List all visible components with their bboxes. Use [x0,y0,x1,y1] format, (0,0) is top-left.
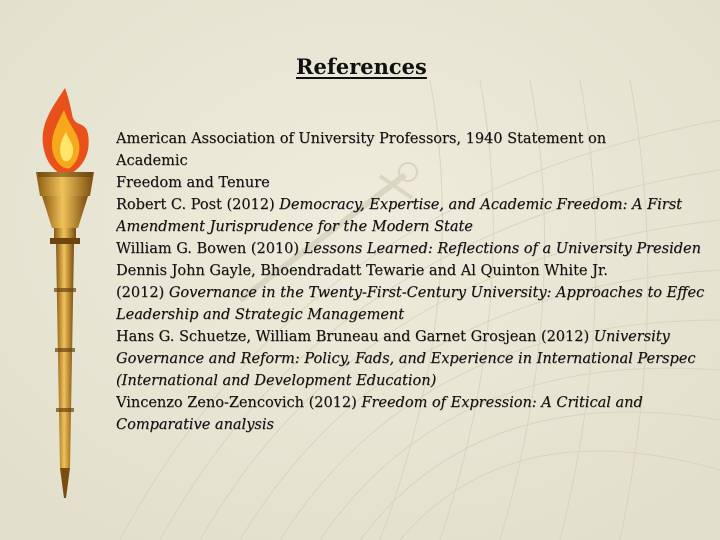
reference-list [116,128,720,436]
reference-line: Governance and Reform: Policy, Fads, and Experience in International Perspec [116,351,696,367]
reference-line: Vincenzo Zeno-Zencovich (2012) Freedom of Expression: A Critical and [116,395,643,411]
reference-line: Leadership and Strategic Management [116,307,405,323]
reference-line: Comparative analysis [116,417,274,433]
reference-line: Robert C. Post (2012) Democracy, Expertise, and Academic Freedom: A First [116,197,683,213]
reference-line: William G. Bowen (2010) Lessons Learned: Reflections of a University Presiden [116,241,701,257]
reference-line: Academic [116,153,188,169]
reference-line: Amendment Jurisprudence for the Modern State [116,219,473,235]
reference-line: (2012) Governance in the Twenty-First-Century University: Approaches to Effec [116,285,705,301]
reference-line: (International and Development Education) [116,373,437,389]
torch-icon [30,88,100,508]
reference-line: Dennis John Gayle, Bhoendradatt Tewarie and Al Quinton White Jr. [116,263,608,279]
reference-line: American Association of University Professors, 1940 Statement on [116,131,607,147]
reference-line: Freedom and Tenure [116,175,270,191]
page-title: References [296,54,427,79]
reference-line: Hans G. Schuetze, William Bruneau and Garnet Grosjean (2012) University [116,329,670,345]
